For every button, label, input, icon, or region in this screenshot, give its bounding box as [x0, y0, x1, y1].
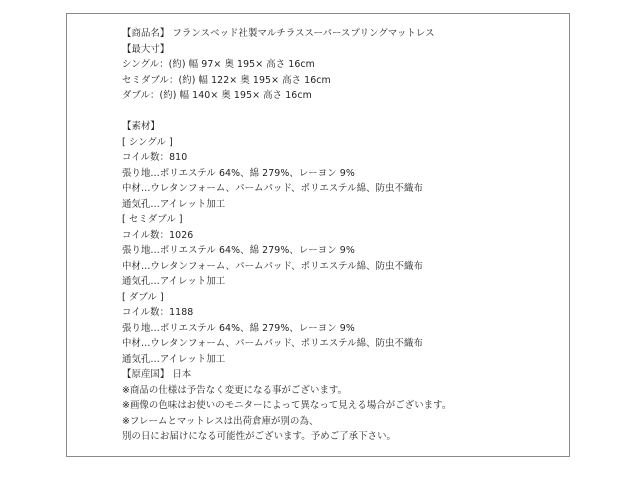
origin-line: 【原産国】 日本	[122, 369, 192, 380]
material-double-fabric: 張り地…ポリエステル 64%、綿 279%、レーヨン 9%	[122, 322, 355, 334]
material-semi-double-fabric: 張り地…ポリエステル 64%、綿 279%、レーヨン 9%	[122, 245, 355, 256]
material-single-filling: 中材…ウレタンフォーム、パームパッド、ポリエステル綿、防虫不織布	[122, 183, 423, 194]
material-single-label: [ シングル ]	[122, 136, 173, 148]
note-line: ※画像の色味はお使いのモニターによって異なって見える場合がございます。	[122, 400, 452, 411]
material-semi-double-vent: 通気孔…アイレット加工	[122, 276, 226, 287]
note-line: 別の日にお届けになる可能性がございます。予めご了承下さい。	[122, 431, 397, 442]
material-double-label: [ ダブル ]	[122, 291, 164, 303]
material-double-vent: 通気孔…アイレット加工	[122, 353, 226, 365]
size-double: ダブル：(約) 幅 140× 奥 195× 高さ 16cm	[122, 90, 312, 101]
material-single-coils: コイル数：810	[122, 152, 188, 163]
product-spec-text	[122, 26, 562, 445]
material-semi-double-label: [ セミダブル ]	[122, 214, 183, 225]
spacer	[122, 104, 562, 120]
material-single-vent: 通気孔…アイレット加工	[122, 198, 226, 210]
material-double-coils: コイル数：1188	[122, 307, 194, 318]
note-line: ※フレームとマットレスは出荷倉庫が別の為、	[122, 415, 319, 427]
size-heading: 【最大寸】	[122, 43, 170, 55]
material-single-fabric: 張り地…ポリエステル 64%、綿 279%、レーヨン 9%	[122, 167, 355, 179]
material-semi-double-filling: 中材…ウレタンフォーム、パームパッド、ポリエステル綿、防虫不織布	[122, 260, 423, 272]
product-name: 【商品名】 フランスベッド社製マルチラススーパースプリングマットレス	[122, 28, 435, 39]
size-semi-double: セミダブル：(約) 幅 122× 奥 195× 高さ 16cm	[122, 74, 331, 86]
material-semi-double-coils: コイル数：1026	[122, 229, 194, 241]
product-spec-box	[66, 13, 570, 457]
size-single: シングル：(約) 幅 97× 奥 195× 高さ 16cm	[122, 59, 315, 70]
material-double-filling: 中材…ウレタンフォーム、パームパッド、ポリエステル綿、防虫不織布	[122, 338, 423, 349]
note-line: ※商品の仕様は予告なく変更になる事がございます。	[122, 384, 348, 396]
material-heading: 【素材】	[122, 121, 160, 132]
